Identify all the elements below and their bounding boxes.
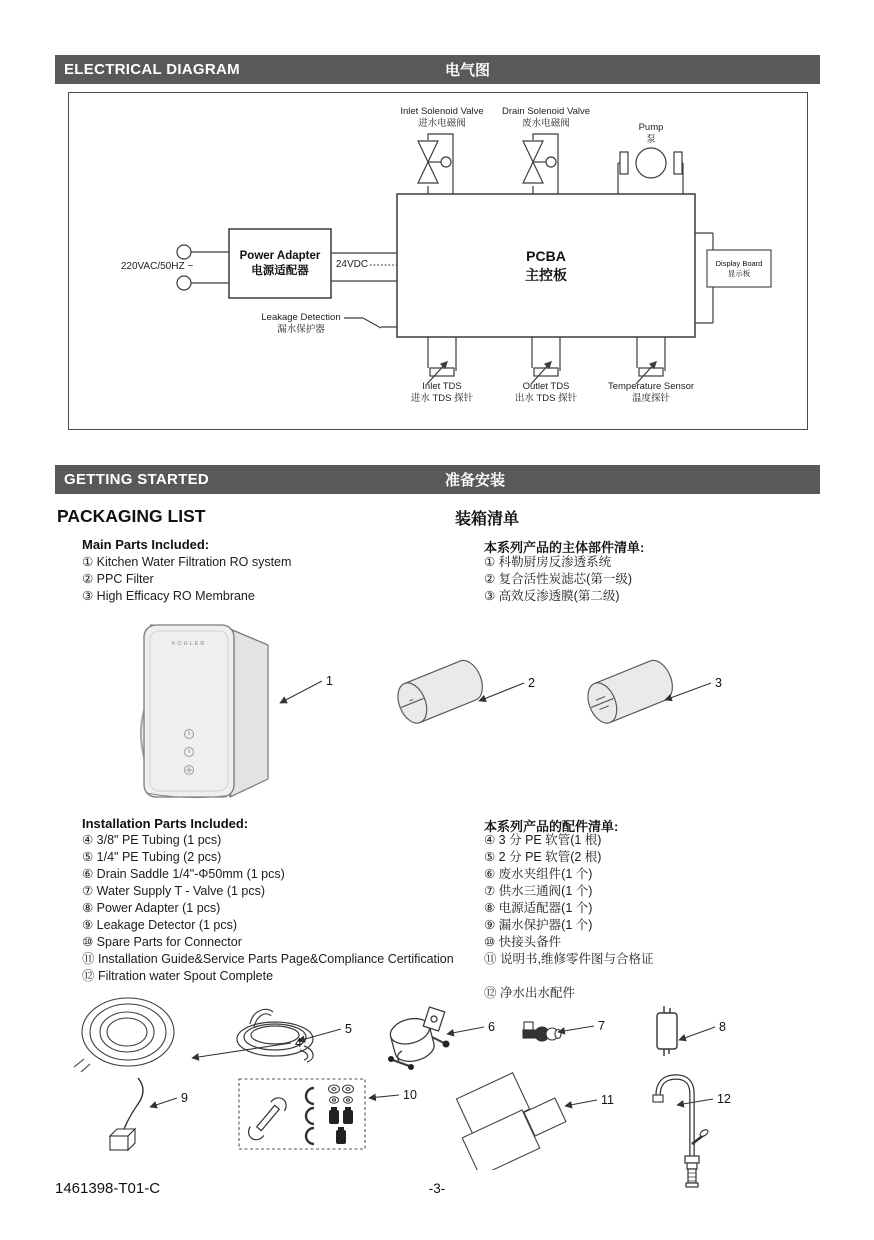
list-item: ⑧ Power Adapter (1 pcs) bbox=[82, 901, 221, 915]
callout-number: 5 bbox=[345, 1022, 352, 1036]
callout-number: 10 bbox=[403, 1088, 417, 1102]
list-item: ⑪ 说明书,维修零件图与合格证 bbox=[484, 952, 654, 966]
section-title-en: GETTING STARTED bbox=[64, 471, 210, 488]
quick-connectors bbox=[329, 1107, 353, 1144]
document-number: 1461398-T01-C bbox=[55, 1180, 161, 1197]
main-parts-list-zh bbox=[484, 554, 844, 605]
section-title-zh: 准备安装 bbox=[445, 472, 506, 489]
dc-output-label: 24VDC bbox=[335, 259, 369, 270]
pump-label: Pump 泵 bbox=[638, 122, 664, 145]
drain-valve-symbol bbox=[523, 134, 558, 194]
callout-number: 9 bbox=[181, 1091, 188, 1105]
list-item: ⑨ 漏水保护器(1 个) bbox=[484, 918, 593, 932]
ppc-filter-illustration bbox=[382, 645, 502, 737]
display-board-label: Display Board 显示板 bbox=[715, 258, 763, 278]
main-parts-heading-zh: 本系列产品的主体部件清单: bbox=[484, 540, 645, 555]
list-item: ③ 高效反渗透膜(第二级) bbox=[484, 589, 620, 603]
inlet-valve-label: Inlet Solenoid Valve 进水电磁阀 bbox=[400, 106, 484, 129]
leakage-detector-illustration bbox=[102, 1076, 158, 1156]
mains-label: 220VAC/50HZ ~ bbox=[120, 261, 194, 272]
spare-parts-box-illustration bbox=[238, 1078, 366, 1150]
drain-valve-label: Drain Solenoid Valve 废水电磁阀 bbox=[501, 106, 591, 129]
install-parts-list-en bbox=[82, 832, 474, 985]
documents-illustration bbox=[450, 1072, 585, 1170]
main-parts-list-en bbox=[82, 554, 474, 605]
install-parts-heading-en: Installation Parts Included: bbox=[82, 816, 249, 831]
list-item: ⑪ Installation Guide&Service Parts Page&Compliance Certification bbox=[82, 952, 454, 966]
inlet-tds-label: Inlet TDS 进水 TDS 探针 bbox=[410, 381, 474, 404]
install-parts-heading-zh: 本系列产品的配件清单: bbox=[484, 819, 619, 834]
callout-number: 12 bbox=[717, 1092, 731, 1106]
list-item: ③ High Efficacy RO Membrane bbox=[82, 589, 255, 603]
callout-number: 1 bbox=[326, 674, 333, 688]
list-item: ⑩ Spare Parts for Connector bbox=[82, 935, 242, 949]
ro-system-illustration bbox=[130, 615, 310, 805]
section-title-zh: 电气图 bbox=[445, 62, 491, 79]
list-item: ④ 3/8" PE Tubing (1 pcs) bbox=[82, 833, 222, 847]
page-number: -3- bbox=[428, 1181, 446, 1196]
callout-number: 8 bbox=[719, 1020, 726, 1034]
pump-symbol bbox=[618, 148, 683, 194]
faucet-illustration bbox=[646, 1070, 710, 1190]
list-item: ⑨ Leakage Detector (1 pcs) bbox=[82, 918, 238, 932]
list-item: ① Kitchen Water Filtration RO system bbox=[82, 555, 292, 569]
install-parts-list-zh bbox=[484, 832, 844, 1002]
electrical-diagram bbox=[68, 92, 808, 430]
inlet-valve-symbol bbox=[418, 134, 453, 194]
list-item: ④ 3 分 PE 软管(1 根) bbox=[484, 833, 602, 847]
t-valve-illustration bbox=[522, 1019, 566, 1049]
list-item: ⑤ 1/4" PE Tubing (2 pcs) bbox=[82, 850, 222, 864]
callout-number: 3 bbox=[715, 676, 722, 690]
outlet-tds-label: Outlet TDS 出水 TDS 探针 bbox=[514, 381, 578, 404]
leakage-label: Leakage Detection 漏水保护器 bbox=[261, 312, 341, 335]
temperature-sensor-label: Temperature Sensor 温度探针 bbox=[607, 381, 695, 404]
inlet-tds-symbol bbox=[427, 337, 456, 384]
list-item: ⑦ Water Supply T - Valve (1 pcs) bbox=[82, 884, 266, 898]
callout-number: 7 bbox=[598, 1019, 605, 1033]
packaging-list-title-zh: 装箱清单 bbox=[455, 511, 520, 528]
list-item: ⑫ Filtration water Spout Complete bbox=[82, 969, 274, 983]
clips bbox=[306, 1088, 314, 1144]
list-item: ⑩ 快接头备件 bbox=[484, 935, 562, 949]
list-item: ② PPC Filter bbox=[82, 572, 154, 586]
list-item: ⑫ 净水出水配件 bbox=[484, 986, 575, 1000]
list-item: ⑧ 电源适配器(1 个) bbox=[484, 901, 593, 915]
list-item: ⑤ 2 分 PE 软管(2 根) bbox=[484, 850, 602, 864]
temperature-sensor-symbol bbox=[636, 337, 665, 384]
pcba-label: PCBA 主控板 bbox=[525, 247, 567, 283]
leakage-switch-symbol bbox=[344, 318, 397, 328]
washers bbox=[329, 1085, 354, 1103]
callout-number: 11 bbox=[601, 1093, 614, 1107]
callout-number: 2 bbox=[528, 676, 535, 690]
list-item: ① 科勒厨房反渗透系统 bbox=[484, 555, 612, 569]
ro-membrane-illustration bbox=[572, 645, 692, 737]
callout-number: 6 bbox=[488, 1020, 495, 1034]
section-title-en: ELECTRICAL DIAGRAM bbox=[64, 61, 240, 78]
brand-logo: KOHLER bbox=[171, 641, 207, 647]
section-bar-electrical bbox=[55, 55, 820, 84]
tubing-1-4-illustration bbox=[228, 1002, 324, 1068]
main-parts-heading-en: Main Parts Included: bbox=[82, 537, 210, 552]
power-adapter-label: Power Adapter 电源适配器 bbox=[239, 249, 321, 277]
tubing-3-8-illustration bbox=[70, 995, 186, 1075]
list-item: ⑥ 废水夹组件(1 个) bbox=[484, 867, 593, 881]
callout-number: 4 bbox=[295, 1036, 302, 1050]
section-bar-getting-started bbox=[55, 465, 820, 494]
list-item: ② 复合活性炭滤芯(第一级) bbox=[484, 572, 633, 586]
packaging-list-title-en: PACKAGING LIST bbox=[57, 506, 206, 526]
outlet-tds-symbol bbox=[531, 337, 560, 384]
drain-saddle-illustration bbox=[382, 1003, 456, 1073]
list-item: ⑦ 供水三通阀(1 个) bbox=[484, 884, 593, 898]
wrench-icon bbox=[245, 1094, 290, 1143]
list-item: ⑥ Drain Saddle 1/4"-Φ50mm (1 pcs) bbox=[82, 867, 285, 881]
power-adapter-illustration bbox=[652, 1005, 682, 1059]
